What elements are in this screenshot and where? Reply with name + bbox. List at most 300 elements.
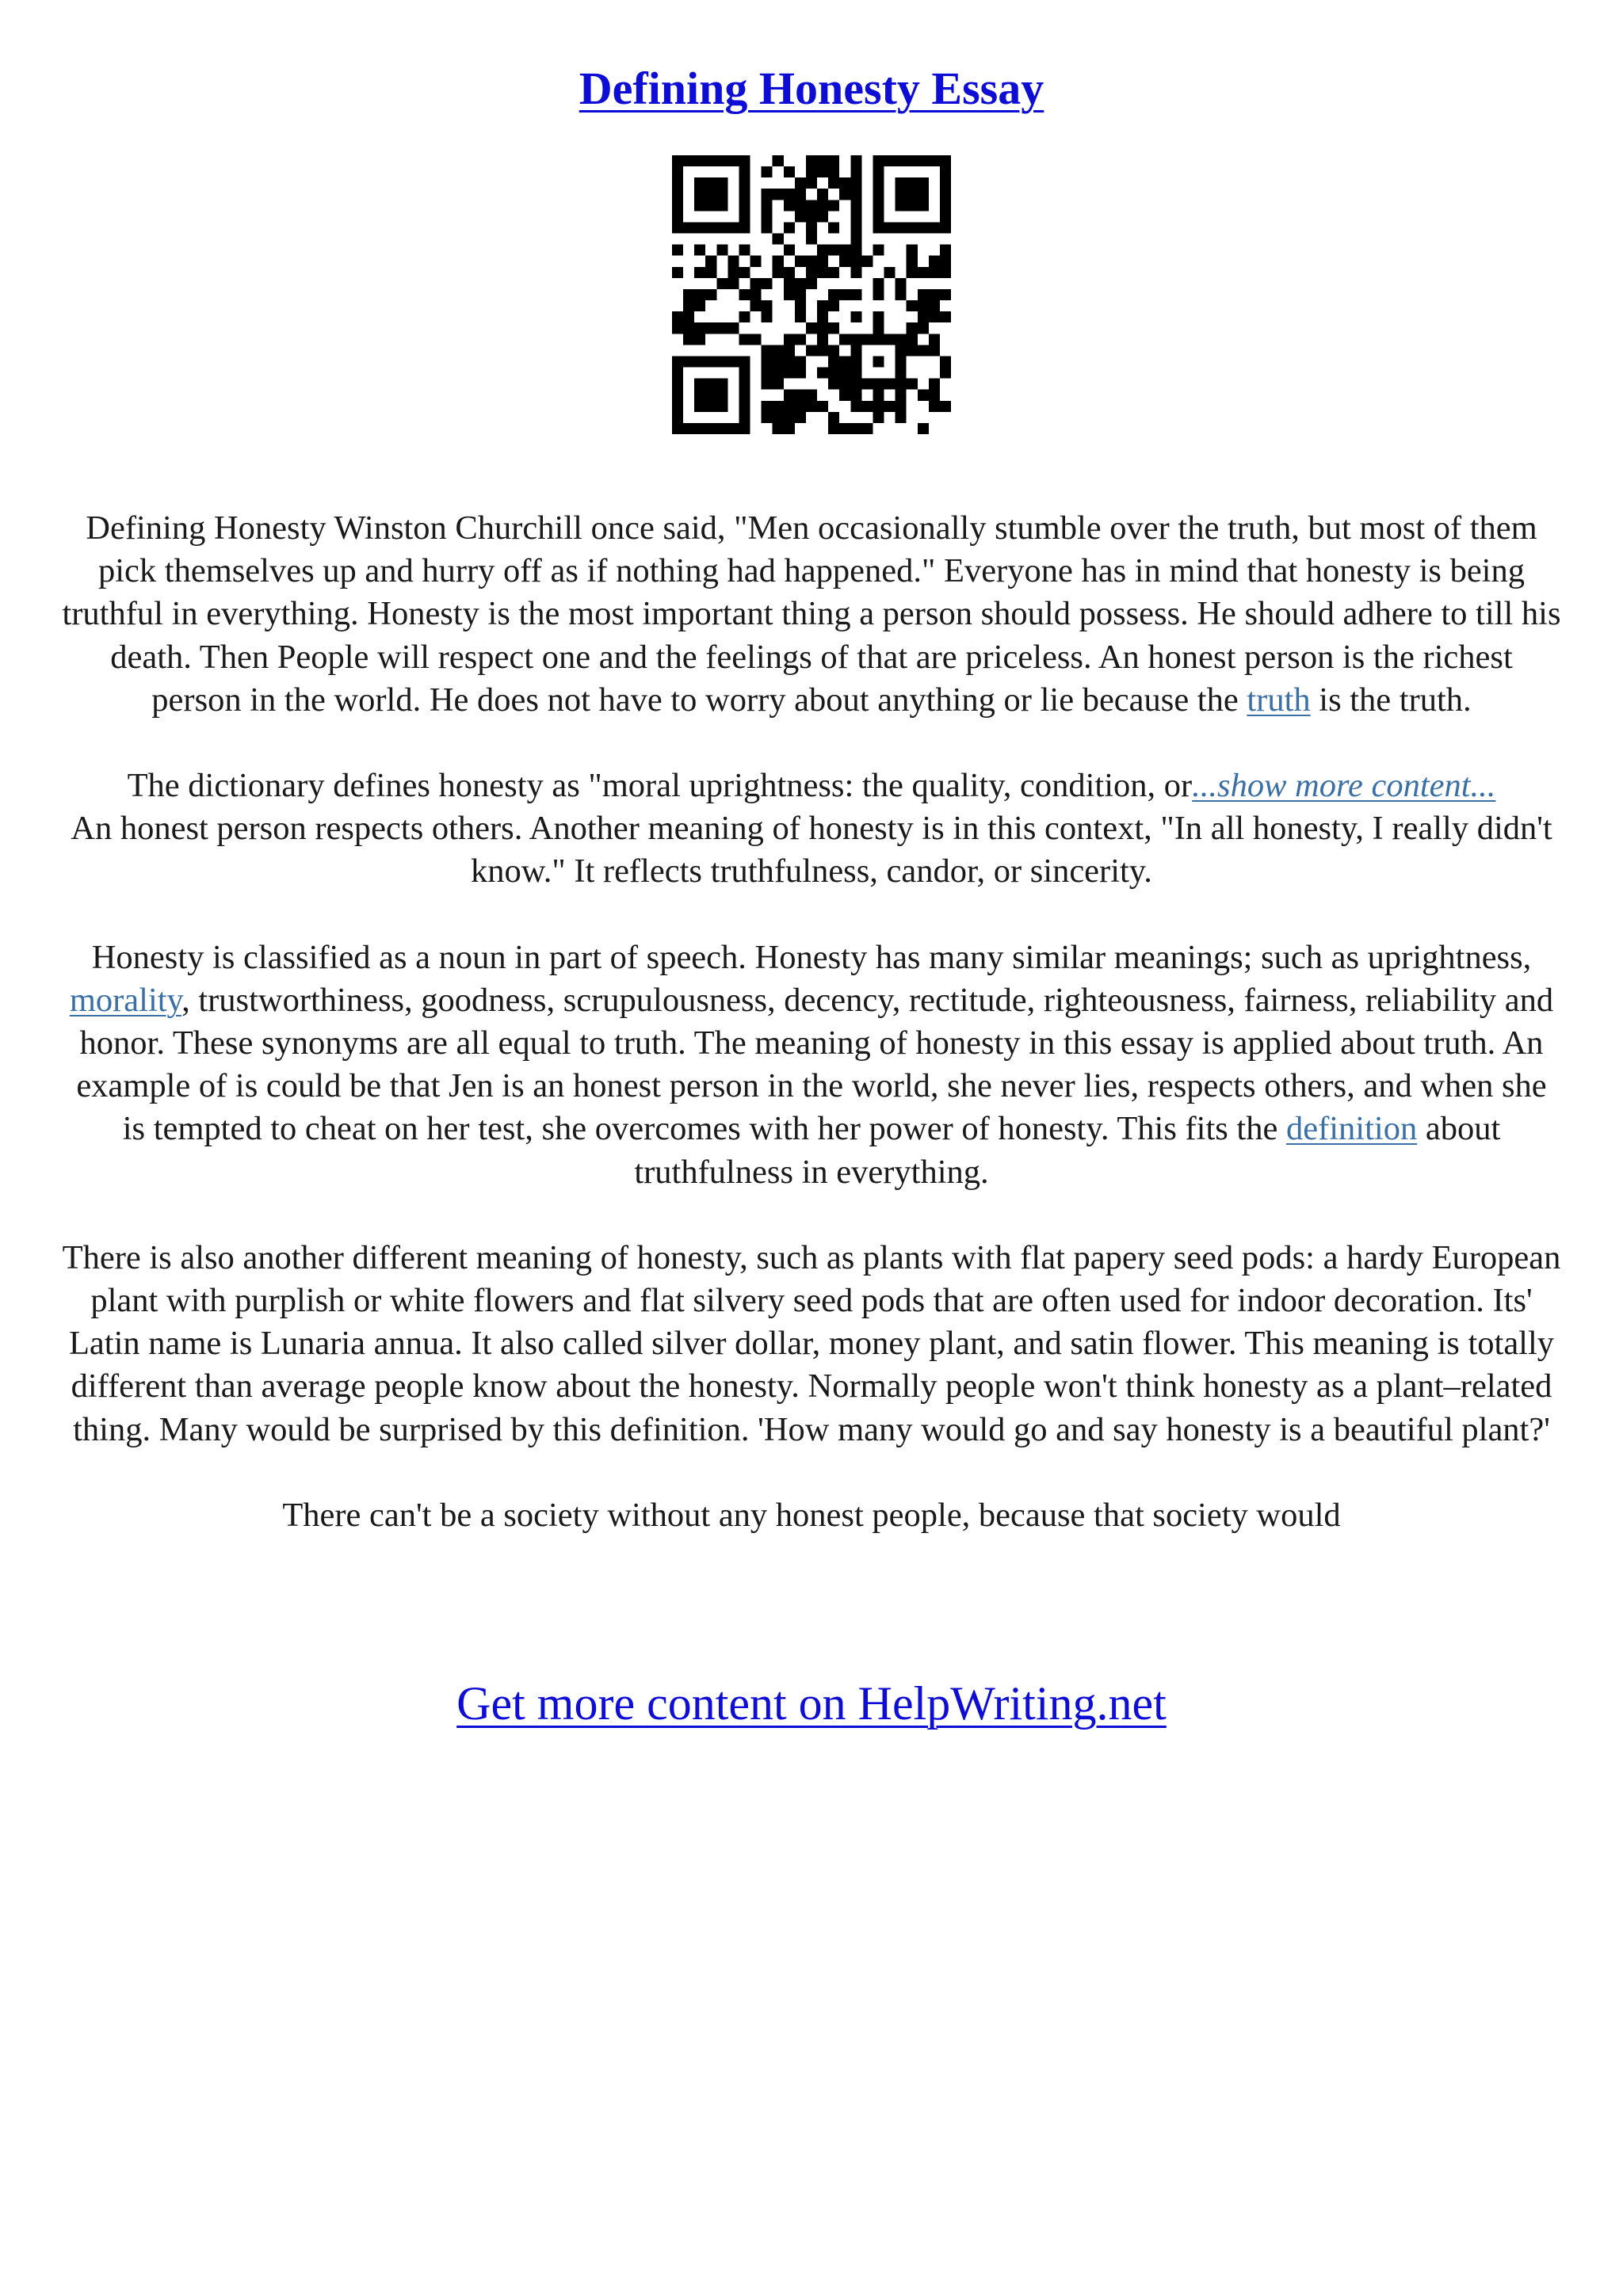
qr-module xyxy=(672,166,683,177)
qr-module xyxy=(861,256,873,267)
qr-module xyxy=(907,189,918,200)
qr-module xyxy=(918,345,929,356)
qr-module xyxy=(929,311,940,322)
qr-module xyxy=(672,390,683,401)
qr-module xyxy=(727,222,739,233)
qr-module xyxy=(727,155,739,166)
qr-module xyxy=(839,334,850,345)
qr-module xyxy=(739,368,750,379)
qr-module xyxy=(884,222,896,233)
qr-module xyxy=(716,155,727,166)
qr-module xyxy=(672,368,683,379)
qr-module xyxy=(762,412,773,423)
qr-module xyxy=(817,200,828,211)
qr-module xyxy=(850,189,861,200)
qr-module xyxy=(806,166,817,177)
qr-module xyxy=(762,300,773,311)
qr-module xyxy=(750,278,762,289)
qr-module xyxy=(739,200,750,211)
qr-module xyxy=(716,200,727,211)
qr-module xyxy=(683,356,694,367)
qr-module xyxy=(773,368,784,379)
qr-module xyxy=(884,267,896,278)
qr-module xyxy=(850,334,861,345)
qr-module xyxy=(762,200,773,211)
qr-module xyxy=(762,379,773,390)
qr-module xyxy=(940,267,951,278)
qr-module xyxy=(806,234,817,245)
qr-module xyxy=(828,166,839,177)
qr-module xyxy=(940,256,951,267)
qr-module xyxy=(907,379,918,390)
qr-module xyxy=(705,256,716,267)
qr-module xyxy=(739,334,750,345)
qr-module xyxy=(795,189,806,200)
qr-module xyxy=(727,322,739,334)
qr-module xyxy=(683,322,694,334)
qr-module xyxy=(694,189,705,200)
qr-module xyxy=(705,155,716,166)
qr-module xyxy=(672,379,683,390)
qr-module xyxy=(762,278,773,289)
qr-module xyxy=(727,423,739,434)
qr-module xyxy=(694,423,705,434)
qr-module xyxy=(705,289,716,300)
qr-module xyxy=(861,401,873,412)
qr-module xyxy=(705,423,716,434)
qr-module xyxy=(683,423,694,434)
qr-module xyxy=(817,155,828,166)
qr-module xyxy=(828,177,839,189)
qr-module xyxy=(850,245,861,256)
qr-module xyxy=(918,222,929,233)
qr-module xyxy=(716,278,727,289)
qr-module xyxy=(739,155,750,166)
qr-module xyxy=(817,166,828,177)
qr-module xyxy=(672,200,683,211)
qr-module xyxy=(672,311,683,322)
qr-module xyxy=(784,401,795,412)
qr-module xyxy=(861,423,873,434)
qr-module xyxy=(762,166,773,177)
qr-module xyxy=(683,311,694,322)
qr-module xyxy=(896,155,907,166)
qr-module xyxy=(705,379,716,390)
paragraph-3 xyxy=(62,936,1561,1194)
qr-module xyxy=(762,356,773,367)
qr-module xyxy=(850,289,861,300)
qr-module xyxy=(929,300,940,311)
qr-module xyxy=(873,211,884,222)
qr-module xyxy=(839,356,850,367)
qr-module xyxy=(672,177,683,189)
paragraph-2-text: The dictionary defines honesty as "moral uprightness: the quality, condition, or xyxy=(127,767,1193,805)
qr-module xyxy=(850,368,861,379)
qr-module xyxy=(907,222,918,233)
qr-module xyxy=(828,412,839,423)
qr-module xyxy=(773,155,784,166)
qr-module xyxy=(861,334,873,345)
qr-module xyxy=(806,322,817,334)
qr-module xyxy=(828,289,839,300)
qr-module xyxy=(896,390,907,401)
qr-module xyxy=(784,412,795,423)
qr-module xyxy=(817,256,828,267)
qr-module xyxy=(716,177,727,189)
show-more-link[interactable]: ...show more content... xyxy=(1192,767,1496,805)
qr-module xyxy=(850,166,861,177)
qr-module xyxy=(873,155,884,166)
qr-module xyxy=(940,356,951,367)
definition-link[interactable]: definition xyxy=(1285,1110,1418,1148)
qr-module xyxy=(918,311,929,322)
qr-module xyxy=(873,322,884,334)
qr-module xyxy=(850,401,861,412)
qr-module xyxy=(773,401,784,412)
qr-module xyxy=(762,189,773,200)
qr-module xyxy=(929,222,940,233)
qr-module xyxy=(896,177,907,189)
qr-module xyxy=(873,245,884,256)
qr-module xyxy=(907,245,918,256)
qr-module xyxy=(716,222,727,233)
qr-module xyxy=(907,200,918,211)
qr-module xyxy=(694,401,705,412)
qr-module xyxy=(929,155,940,166)
paragraph-3-text: Honesty is classified as a noun in part of speech. Honesty has many similar meanings; such as uprightness, xyxy=(91,938,1532,976)
qr-module xyxy=(929,334,940,345)
qr-module xyxy=(739,222,750,233)
qr-module xyxy=(828,345,839,356)
qr-module xyxy=(683,222,694,233)
qr-module xyxy=(839,289,850,300)
qr-module xyxy=(850,423,861,434)
qr-module xyxy=(705,177,716,189)
qr-module xyxy=(795,401,806,412)
qr-module xyxy=(873,177,884,189)
paragraph-2-tail: An honest person respects others. Another meaning of honesty is in this context, "In all honesty, I really didn't know." It reflects truthfulness, candor, or sincerity. xyxy=(71,810,1552,891)
qr-module xyxy=(850,211,861,222)
qr-module xyxy=(784,245,795,256)
qr-code-icon[interactable] xyxy=(672,155,951,434)
qr-module xyxy=(773,379,784,390)
qr-module xyxy=(817,189,828,200)
qr-module xyxy=(694,379,705,390)
qr-module xyxy=(762,311,773,322)
qr-module xyxy=(784,334,795,345)
qr-module xyxy=(739,423,750,434)
morality-link[interactable]: morality xyxy=(69,981,182,1019)
qr-module xyxy=(694,177,705,189)
qr-module xyxy=(873,189,884,200)
qr-module xyxy=(929,289,940,300)
qr-module xyxy=(694,390,705,401)
qr-module xyxy=(716,423,727,434)
qr-module xyxy=(896,278,907,289)
qr-module xyxy=(694,222,705,233)
qr-module xyxy=(828,423,839,434)
qr-module xyxy=(907,334,918,345)
qr-module xyxy=(795,390,806,401)
paragraph-1-text: Defining Honesty Winston Churchill once said, "Men occasionally stumble over the truth, but most of them pick themselves up and hurry off as if nothing had happened." Everyone has in mind that honesty is being truthful in everything. Honesty is the most important thing a person should possess. He should adhere to till his death. Then People will respect one and the feelings of that are priceless. An honest person is the richest person in the world. He does not have to worry about anything or lie because the xyxy=(62,509,1561,719)
qr-module xyxy=(817,211,828,222)
essay-body xyxy=(62,507,1561,1580)
qr-module xyxy=(694,300,705,311)
qr-module xyxy=(896,222,907,233)
qr-module xyxy=(806,211,817,222)
qr-module xyxy=(672,423,683,434)
qr-module xyxy=(873,334,884,345)
qr-module xyxy=(705,189,716,200)
qr-module xyxy=(873,412,884,423)
qr-module xyxy=(907,155,918,166)
qr-module xyxy=(896,334,907,345)
qr-module xyxy=(896,345,907,356)
qr-module xyxy=(762,368,773,379)
qr-module xyxy=(828,356,839,367)
qr-module xyxy=(672,189,683,200)
qr-module xyxy=(773,345,784,356)
qr-module xyxy=(694,200,705,211)
qr-module xyxy=(762,211,773,222)
qr-module xyxy=(929,390,940,401)
qr-module xyxy=(672,222,683,233)
qr-module xyxy=(850,222,861,233)
qr-module xyxy=(839,379,850,390)
qr-module xyxy=(750,300,762,311)
qr-module xyxy=(672,356,683,367)
qr-module xyxy=(795,356,806,367)
paragraph-2 xyxy=(62,765,1561,894)
qr-module xyxy=(705,356,716,367)
qr-module xyxy=(850,200,861,211)
truth-link[interactable]: truth xyxy=(1247,681,1311,719)
qr-module xyxy=(839,368,850,379)
qr-module xyxy=(918,322,929,334)
qr-module xyxy=(884,401,896,412)
qr-module xyxy=(795,412,806,423)
qr-module xyxy=(940,200,951,211)
qr-module xyxy=(918,177,929,189)
qr-module xyxy=(773,356,784,367)
qr-module xyxy=(817,345,828,356)
qr-module xyxy=(850,177,861,189)
qr-module xyxy=(739,177,750,189)
qr-module xyxy=(784,166,795,177)
qr-module xyxy=(828,300,839,311)
qr-module xyxy=(884,155,896,166)
qr-module xyxy=(672,245,683,256)
qr-module xyxy=(773,412,784,423)
qr-module xyxy=(773,267,784,278)
qr-module xyxy=(873,166,884,177)
title-link[interactable]: Defining Honesty Essay xyxy=(579,63,1044,114)
qr-module xyxy=(694,322,705,334)
qr-module xyxy=(817,334,828,345)
qr-module xyxy=(773,423,784,434)
qr-module xyxy=(907,345,918,356)
qr-module xyxy=(694,356,705,367)
qr-module xyxy=(896,412,907,423)
qr-module xyxy=(918,155,929,166)
qr-module xyxy=(739,189,750,200)
qr-module xyxy=(784,356,795,367)
paragraph-4: There is also another different meaning of honesty, such as plants with flat papery seed pods: a hardy European plant with purplish or white flowers and flat silvery seed pods that are often used for indoor decoration. Its' Latin name is Lunaria annua. It also called silver dollar, money plant, and satin flower. This meaning is totally different than average people know about the honesty. Normally people won't think honesty as a plant–related thing. Many would be surprised by this definition. 'How many would go and say honesty is a beautiful plant?' xyxy=(62,1238,1561,1448)
qr-module xyxy=(694,267,705,278)
qr-module xyxy=(762,345,773,356)
qr-module xyxy=(784,200,795,211)
qr-module xyxy=(873,379,884,390)
qr-module xyxy=(806,155,817,166)
paragraph-5: There can't be a society without any honest people, because that society would xyxy=(282,1496,1341,1534)
qr-module xyxy=(727,267,739,278)
qr-module xyxy=(705,222,716,233)
qr-module xyxy=(705,322,716,334)
qr-module xyxy=(762,222,773,233)
qr-module xyxy=(873,222,884,233)
qr-module xyxy=(929,345,940,356)
qr-module xyxy=(739,289,750,300)
qr-module xyxy=(784,267,795,278)
qr-module xyxy=(694,245,705,256)
qr-module xyxy=(705,200,716,211)
qr-module xyxy=(716,390,727,401)
qr-module xyxy=(839,423,850,434)
qr-module xyxy=(672,412,683,423)
qr-module xyxy=(739,379,750,390)
qr-module xyxy=(727,278,739,289)
qr-module xyxy=(884,379,896,390)
qr-module xyxy=(817,401,828,412)
qr-module xyxy=(850,155,861,166)
qr-module xyxy=(716,401,727,412)
qr-module xyxy=(795,211,806,222)
qr-module xyxy=(817,300,828,311)
qr-module xyxy=(773,189,784,200)
qr-module xyxy=(896,356,907,367)
qr-module xyxy=(839,189,850,200)
qr-module xyxy=(784,278,795,289)
page-title xyxy=(0,57,1623,120)
qr-module xyxy=(683,334,694,345)
qr-module xyxy=(918,390,929,401)
get-more-content-link[interactable]: Get more content on HelpWriting.net xyxy=(456,1677,1167,1730)
qr-module xyxy=(940,222,951,233)
qr-module xyxy=(907,322,918,334)
qr-module xyxy=(739,166,750,177)
qr-module xyxy=(907,267,918,278)
qr-module xyxy=(750,256,762,267)
qr-module xyxy=(795,368,806,379)
qr-module xyxy=(784,289,795,300)
qr-module xyxy=(694,334,705,345)
qr-module xyxy=(896,401,907,412)
qr-module xyxy=(850,379,861,390)
qr-module xyxy=(850,390,861,401)
qr-module xyxy=(716,245,727,256)
qr-module xyxy=(850,267,861,278)
qr-module xyxy=(716,356,727,367)
qr-module xyxy=(806,267,817,278)
qr-module xyxy=(739,401,750,412)
qr-module xyxy=(940,166,951,177)
qr-module xyxy=(806,401,817,412)
qr-module xyxy=(839,256,850,267)
qr-module xyxy=(795,334,806,345)
qr-module xyxy=(817,368,828,379)
qr-module xyxy=(850,256,861,267)
qr-module xyxy=(907,177,918,189)
qr-module xyxy=(817,267,828,278)
qr-module xyxy=(795,256,806,267)
qr-module xyxy=(940,401,951,412)
qr-module xyxy=(795,289,806,300)
qr-module xyxy=(929,379,940,390)
qr-module xyxy=(918,300,929,311)
qr-module xyxy=(739,211,750,222)
qr-module xyxy=(873,200,884,211)
qr-module xyxy=(907,300,918,311)
qr-module xyxy=(784,423,795,434)
qr-module xyxy=(784,222,795,233)
qr-module xyxy=(694,289,705,300)
qr-module xyxy=(762,401,773,412)
qr-module xyxy=(850,311,861,322)
qr-module xyxy=(873,390,884,401)
qr-module xyxy=(739,390,750,401)
qr-module xyxy=(727,256,739,267)
qr-module xyxy=(896,289,907,300)
qr-module xyxy=(739,311,750,322)
qr-module xyxy=(806,222,817,233)
qr-module xyxy=(750,289,762,300)
qr-module xyxy=(873,278,884,289)
qr-module xyxy=(672,155,683,166)
qr-module xyxy=(896,368,907,379)
qr-module xyxy=(806,200,817,211)
qr-module xyxy=(806,256,817,267)
qr-module xyxy=(896,189,907,200)
qr-module xyxy=(795,177,806,189)
qr-module xyxy=(918,267,929,278)
qr-module xyxy=(940,189,951,200)
qr-module xyxy=(683,300,694,311)
qr-module xyxy=(705,267,716,278)
paragraph-3-middle: , trustworthiness, goodness, scrupulousness, decency, rectitude, righteousness, fairness, reliability and honor. These synonyms are all equal to truth. The meaning of honesty in this essay is applied about truth. An example of is could be that Jen is an honest person in the world, she never lies, respects others, and when she is tempted to cheat on her test, she overcomes with her power of honesty. This fits the xyxy=(76,981,1554,1148)
qr-module xyxy=(839,177,850,189)
qr-module xyxy=(929,256,940,267)
qr-module xyxy=(806,345,817,356)
qr-module xyxy=(907,256,918,267)
qr-module xyxy=(940,177,951,189)
qr-module xyxy=(784,189,795,200)
qr-module xyxy=(861,379,873,390)
qr-module xyxy=(727,356,739,367)
cta-line xyxy=(0,1672,1623,1735)
qr-module xyxy=(828,222,839,233)
qr-module xyxy=(705,401,716,412)
qr-module xyxy=(806,177,817,189)
qr-module xyxy=(795,311,806,322)
qr-module xyxy=(828,379,839,390)
qr-module xyxy=(828,322,839,334)
qr-module xyxy=(884,334,896,345)
qr-module xyxy=(918,289,929,300)
qr-module xyxy=(739,245,750,256)
qr-module xyxy=(817,322,828,334)
paragraph-1-tail: is the truth. xyxy=(1310,681,1472,719)
qr-module xyxy=(918,423,929,434)
